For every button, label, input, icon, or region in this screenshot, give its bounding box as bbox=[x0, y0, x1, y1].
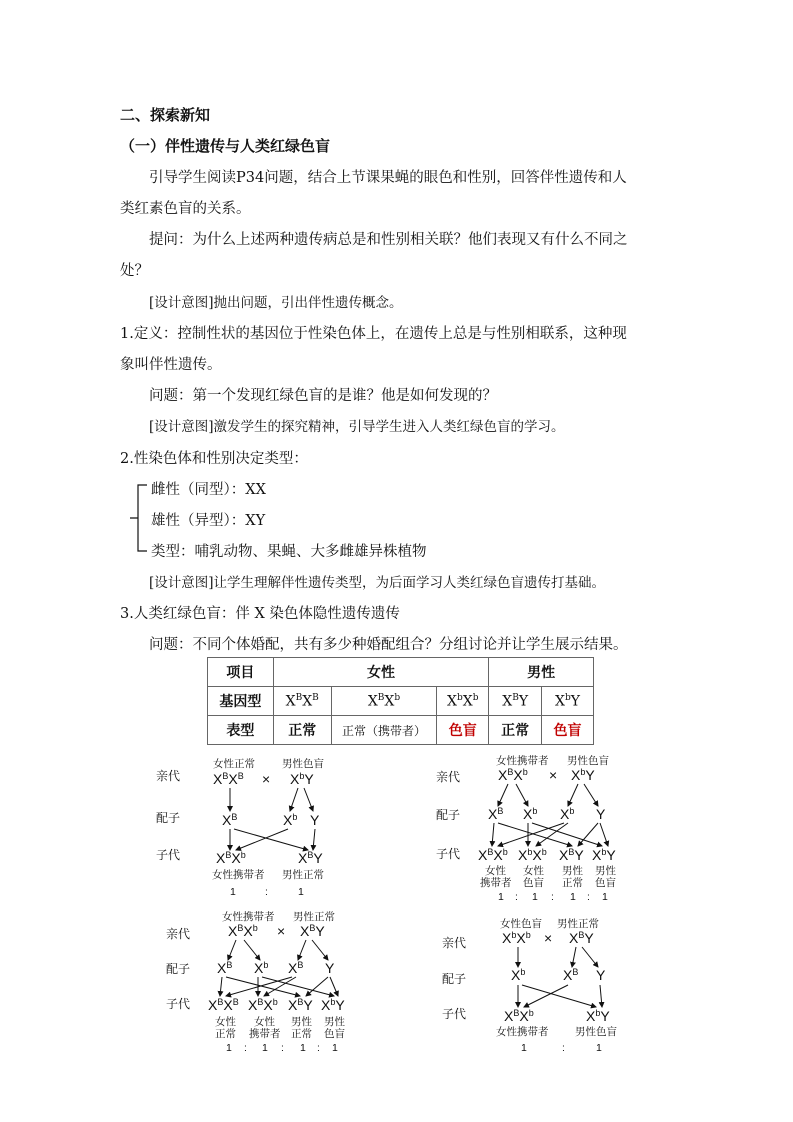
sex-chromosome-title: 2.性染色体和性别决定类型： bbox=[120, 451, 308, 467]
ratio: : bbox=[587, 891, 590, 903]
child-label: 女性 bbox=[523, 865, 544, 877]
label-offspring: 子代 bbox=[156, 848, 181, 862]
cross-diagram-2 bbox=[432, 752, 642, 904]
gamete: Y bbox=[596, 967, 606, 983]
child-genotype: $X^BY$ bbox=[288, 997, 313, 1013]
child-genotype: $X^BX^b$ bbox=[504, 1008, 534, 1024]
cross-diagram-1 bbox=[150, 755, 380, 905]
gamete: $X^b$ bbox=[523, 806, 538, 822]
label-offspring: 子代 bbox=[442, 1007, 467, 1021]
genotype-cell: $X^BX^B$ bbox=[273, 687, 331, 716]
ratio: 1 bbox=[602, 891, 608, 903]
child-genotype: $X^BY$ bbox=[559, 847, 584, 863]
ratio: 1 bbox=[262, 1042, 268, 1054]
genotype-cell: $X^bY$ bbox=[542, 687, 594, 716]
father-genotype: $X^BY$ bbox=[300, 923, 325, 939]
child-label: 色盲 bbox=[324, 1028, 345, 1040]
times-sign: × bbox=[277, 923, 286, 939]
child-label: 男性 bbox=[291, 1016, 312, 1028]
gamete: $X^b$ bbox=[560, 806, 575, 822]
genotype-table bbox=[207, 657, 594, 745]
child-label: 男性正常 bbox=[282, 869, 324, 881]
child-genotype: $X^BX^b$ bbox=[478, 847, 508, 863]
row-genotype-label: 基因型 bbox=[208, 687, 274, 716]
child-label: 男性色盲 bbox=[575, 1026, 617, 1038]
genotype-cell: $X^BX^b$ bbox=[331, 687, 437, 716]
genotype-cell: $X^bX^b$ bbox=[437, 687, 489, 716]
female-type: 雌性（同型）：XX bbox=[151, 482, 266, 498]
ratio: 1 bbox=[498, 891, 504, 903]
gamete: $X^b$ bbox=[254, 960, 269, 976]
label-gametes: 配子 bbox=[442, 972, 467, 986]
gamete: Y bbox=[325, 960, 335, 976]
subheading: （一）伴性遗传与人类红绿色盲 bbox=[120, 137, 331, 155]
child-label: 女性携带者 bbox=[212, 869, 265, 881]
intro-line-1: 引导学生阅读P34问题，结合上节课果蝇的眼色和性别，回答伴性遗传和人 bbox=[149, 170, 627, 186]
child-label: 女性 bbox=[254, 1016, 275, 1028]
child-label: 携带者 bbox=[480, 877, 512, 889]
father-genotype: $X^BY$ bbox=[569, 930, 594, 946]
ratio: : bbox=[515, 891, 518, 903]
header-male: 男性 bbox=[489, 658, 594, 687]
organism-types: 类型：哺乳动物、果蝇、大多雌雄异株植物 bbox=[151, 544, 427, 560]
child-label: 男性 bbox=[595, 865, 616, 877]
design-intent-3: [设计意图]让学生理解伴性遗传类型，为后面学习人类红绿色盲遗传打基础。 bbox=[149, 575, 606, 591]
genotype-cell: $X^BY$ bbox=[489, 687, 542, 716]
label-offspring: 子代 bbox=[436, 847, 461, 861]
male-type: 雄性（异型）：XY bbox=[151, 513, 266, 529]
ratio: 1 bbox=[332, 1042, 338, 1054]
ratio: 1 bbox=[298, 886, 304, 898]
gamete: $X^B$ bbox=[488, 806, 504, 822]
mother-label: 女性正常 bbox=[213, 758, 255, 770]
label-parents: 亲代 bbox=[442, 936, 467, 950]
label-parents: 亲代 bbox=[156, 769, 181, 783]
cross-diagram-3 bbox=[160, 908, 360, 1058]
ratio: 1 bbox=[532, 891, 538, 903]
mother-genotype: $X^bX^b$ bbox=[502, 930, 531, 946]
father-genotype: $X^bY$ bbox=[290, 771, 314, 787]
question-1-line-1: 提问：为什么上述两种遗传病总是和性别相关联？他们表现又有什么不同之 bbox=[149, 232, 628, 248]
gamete: $X^B$ bbox=[288, 960, 304, 976]
ratio: 1 bbox=[300, 1042, 306, 1054]
child-label: 女性 bbox=[215, 1016, 236, 1028]
ratio: 1 bbox=[596, 1042, 602, 1054]
child-label: 携带者 bbox=[249, 1028, 281, 1040]
child-genotype: $X^BX^b$ bbox=[248, 997, 278, 1013]
phenotype-cell: 正常 bbox=[273, 716, 331, 745]
question-1-line-2: 处？ bbox=[120, 263, 149, 279]
child-label: 女性 bbox=[485, 865, 506, 877]
ratio: : bbox=[281, 1042, 284, 1054]
father-label: 男性色盲 bbox=[282, 758, 324, 770]
child-genotype: $X^bY$ bbox=[586, 1008, 610, 1024]
brace-bracket bbox=[128, 478, 150, 558]
mother-genotype: $X^BX^b$ bbox=[498, 767, 528, 783]
mother-genotype: $X^BX^b$ bbox=[228, 923, 258, 939]
child-label: 正常 bbox=[291, 1028, 312, 1040]
child-genotype: $X^bY$ bbox=[321, 997, 345, 1013]
mother-label: 女性携带者 bbox=[222, 911, 275, 923]
label-gametes: 配子 bbox=[436, 808, 461, 822]
question-3: 问题：不同个体婚配，共有多少种婚配组合？分组讨论并让学生展示结果。 bbox=[149, 637, 628, 653]
phenotype-cell: 正常（携带者） bbox=[331, 716, 437, 745]
gamete: Y bbox=[596, 806, 606, 822]
gamete: $X^b$ bbox=[511, 967, 526, 983]
phenotype-cell: 色盲 bbox=[437, 716, 489, 745]
ratio: 1 bbox=[226, 1042, 232, 1054]
definition-line-2: 象叫伴性遗传。 bbox=[120, 357, 222, 373]
row-phenotype-label: 表型 bbox=[208, 716, 274, 745]
father-genotype: $X^bY$ bbox=[571, 767, 595, 783]
header-item: 项目 bbox=[208, 658, 274, 687]
design-intent-1: [设计意图]抛出问题，引出伴性遗传概念。 bbox=[149, 295, 403, 311]
ratio: : bbox=[244, 1042, 247, 1054]
ratio: : bbox=[317, 1042, 320, 1054]
gamete: Y bbox=[310, 812, 320, 828]
child-genotype: $X^BX^b$ bbox=[216, 850, 246, 866]
father-label: 男性正常 bbox=[293, 911, 335, 923]
mother-label: 女性色盲 bbox=[500, 918, 542, 930]
section-heading: 二、探索新知 bbox=[120, 106, 211, 124]
ratio: 1 bbox=[521, 1042, 527, 1054]
intro-line-2: 类红素色盲的关系。 bbox=[120, 201, 251, 217]
phenotype-cell: 色盲 bbox=[542, 716, 594, 745]
ratio: 1 bbox=[230, 886, 236, 898]
child-genotype: $X^bY$ bbox=[592, 847, 616, 863]
gamete: $X^b$ bbox=[283, 812, 298, 828]
label-parents: 亲代 bbox=[436, 770, 461, 784]
color-blindness-title: 3.人类红绿色盲：伴 X 染色体隐性遗传遗传 bbox=[120, 606, 400, 622]
header-female: 女性 bbox=[273, 658, 488, 687]
child-genotype: $X^BX^B$ bbox=[208, 997, 239, 1013]
times-sign: × bbox=[544, 930, 553, 946]
mother-genotype: $X^BX^B$ bbox=[213, 771, 244, 787]
child-label: 正常 bbox=[562, 877, 583, 889]
times-sign: × bbox=[262, 771, 271, 787]
gamete: $X^B$ bbox=[217, 960, 233, 976]
label-gametes: 配子 bbox=[166, 962, 191, 976]
father-label: 男性色盲 bbox=[567, 755, 609, 767]
child-label: 色盲 bbox=[523, 877, 544, 889]
ratio: : bbox=[551, 891, 554, 903]
child-label: 男性 bbox=[324, 1016, 345, 1028]
design-intent-2: [设计意图]激发学生的探究精神，引导学生进入人类红绿色盲的学习。 bbox=[149, 419, 565, 435]
label-offspring: 子代 bbox=[166, 997, 191, 1011]
definition-line-1: 1.定义：控制性状的基因位于性染色体上，在遗传上总是与性别相联系，这种现 bbox=[120, 326, 627, 342]
father-label: 男性正常 bbox=[557, 918, 599, 930]
child-genotype: $X^BY$ bbox=[298, 850, 323, 866]
label-parents: 亲代 bbox=[166, 927, 191, 941]
child-label: 女性携带者 bbox=[496, 1026, 549, 1038]
cross-diagram-4 bbox=[438, 915, 648, 1055]
ratio: : bbox=[265, 886, 268, 898]
ratio: 1 bbox=[570, 891, 576, 903]
label-gametes: 配子 bbox=[156, 811, 181, 825]
gamete: $X^B$ bbox=[222, 812, 238, 828]
phenotype-cell: 正常 bbox=[489, 716, 542, 745]
child-genotype: $X^bX^b$ bbox=[518, 847, 547, 863]
question-2: 问题：第一个发现红绿色盲的是谁？他是如何发现的？ bbox=[149, 388, 497, 404]
ratio: : bbox=[562, 1042, 565, 1054]
child-label: 正常 bbox=[215, 1028, 236, 1040]
times-sign: × bbox=[549, 767, 558, 783]
mother-label: 女性携带者 bbox=[496, 755, 549, 767]
gamete: $X^B$ bbox=[563, 967, 579, 983]
child-label: 男性 bbox=[562, 865, 583, 877]
child-label: 色盲 bbox=[595, 877, 616, 889]
